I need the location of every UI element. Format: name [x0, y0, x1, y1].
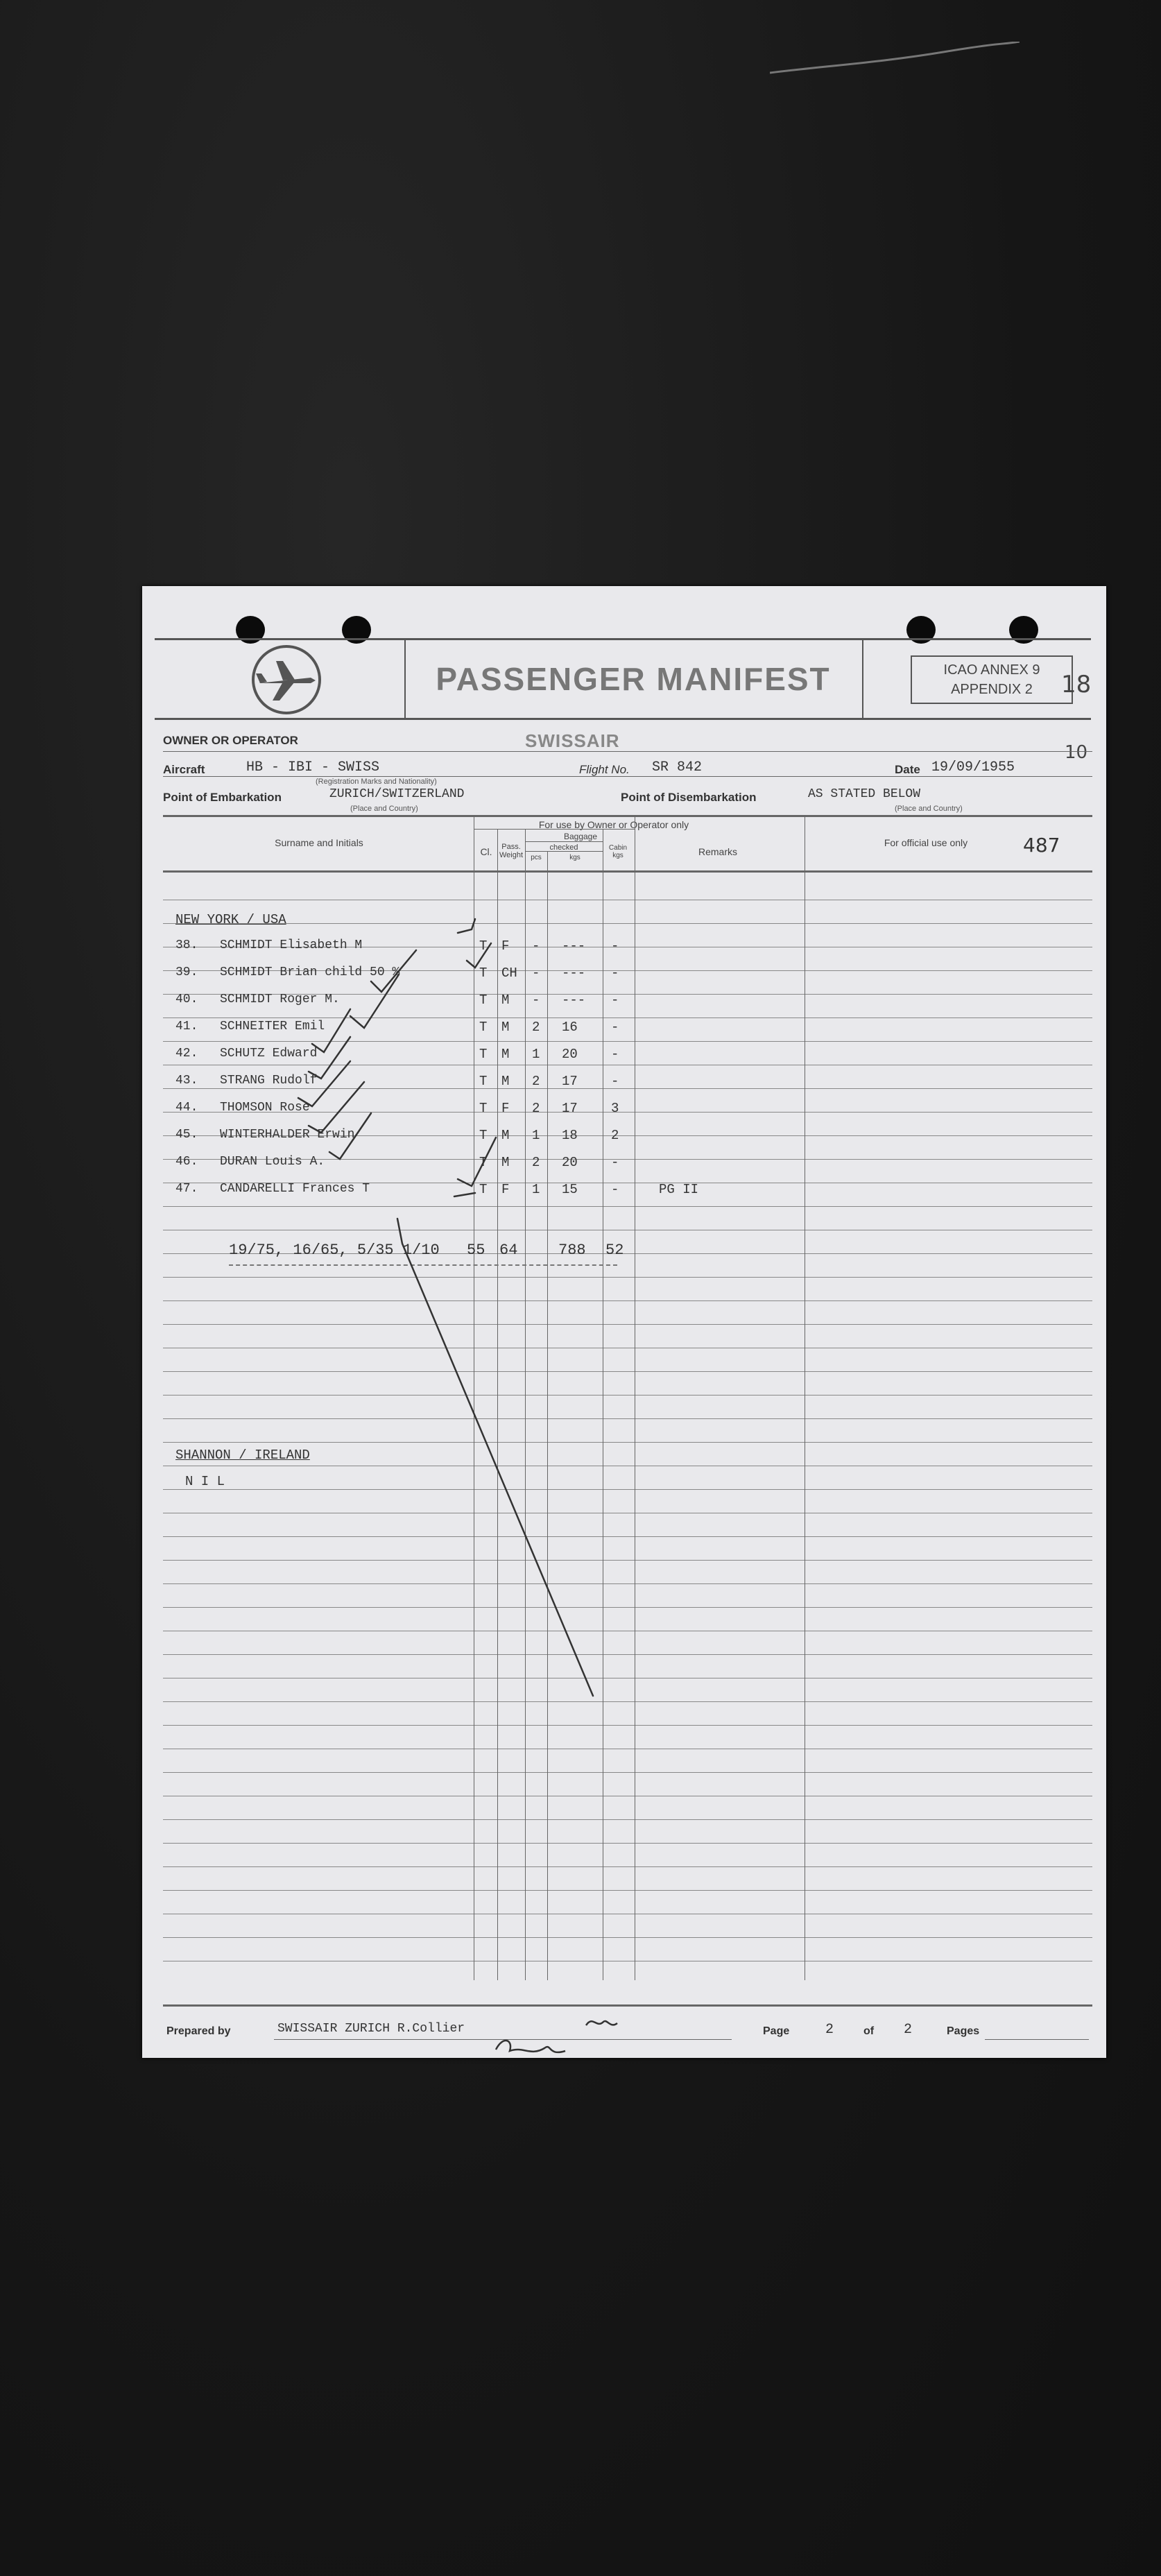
baggage-kgs: ---	[562, 965, 586, 981]
col-pass-weight: Pass. Weight	[499, 843, 524, 859]
icao-box	[911, 655, 1073, 704]
baggage-pcs: -	[532, 993, 540, 1008]
pages-label: Pages	[947, 2025, 980, 2037]
nil-entry: N I L	[185, 1474, 225, 1489]
row-rule	[163, 923, 1092, 924]
row-rule	[163, 1654, 1092, 1655]
baggage-pcs: 1	[532, 1128, 540, 1143]
page-title: PASSENGER MANIFEST	[436, 661, 831, 697]
aircraft-value: HB - IBI - SWISS	[246, 759, 380, 775]
passenger-name: CANDARELLI Frances T	[220, 1182, 370, 1196]
row-rule	[163, 1607, 1092, 1608]
passenger-weight: M	[501, 1128, 510, 1143]
disembarkation-value: AS STATED BELOW	[808, 787, 921, 801]
page-value: 2	[825, 2022, 834, 2038]
date-value: 19/09/1955	[931, 759, 1015, 775]
flight-value: SR 842	[652, 759, 703, 775]
passenger-weight: M	[501, 1047, 510, 1062]
row-rule	[163, 1088, 1092, 1089]
passenger-number: 39.	[175, 965, 198, 979]
icao-line-2: APPENDIX 2	[951, 682, 1033, 697]
passenger-number: 46.	[175, 1155, 198, 1169]
row-rule	[163, 1418, 1092, 1419]
row-rule	[163, 1324, 1092, 1325]
passenger-class: T	[479, 1020, 488, 1035]
totals-pcs: 55	[467, 1242, 485, 1259]
cabin-kgs: -	[611, 1020, 619, 1035]
passenger-weight: F	[501, 1101, 510, 1116]
passenger-class: T	[479, 938, 488, 954]
col-rule	[497, 829, 498, 1980]
baggage-kgs: 20	[562, 1155, 578, 1170]
row-rule	[163, 1277, 1092, 1278]
passenger-weight: CH	[501, 965, 517, 981]
passenger-number: 44.	[175, 1101, 198, 1115]
totals-text: 19/75, 16/65, 5/35 1/10	[229, 1242, 440, 1259]
baggage-kgs: 20	[562, 1047, 578, 1062]
passenger-number: 45.	[175, 1128, 198, 1142]
disembarkation-label: Point of Disembarkation	[621, 791, 757, 804]
prepared-value: SWISSAIR ZURICH R.Collier	[277, 2022, 465, 2036]
cabin-kgs: -	[611, 1074, 619, 1089]
side-mark-top: 18	[1061, 671, 1092, 698]
section-heading: SHANNON / IRELAND	[175, 1448, 310, 1463]
rule	[163, 870, 1092, 873]
rule	[163, 751, 1092, 752]
remarks: PG II	[659, 1182, 699, 1197]
passenger-number: 40.	[175, 993, 198, 1006]
passenger-class: T	[479, 965, 488, 981]
cabin-kgs: -	[611, 1182, 619, 1197]
disembarkation-note: (Place and Country)	[895, 805, 963, 813]
passenger-weight: F	[501, 1182, 510, 1197]
row-rule	[163, 1489, 1092, 1490]
rule	[163, 776, 1092, 777]
col-remarks: Remarks	[698, 846, 737, 857]
baggage-kgs: ---	[562, 938, 586, 954]
passenger-class: T	[479, 1155, 488, 1170]
row-rule	[163, 1041, 1092, 1042]
baggage-pcs: 2	[532, 1074, 540, 1089]
passenger-name: SCHUTZ Edward	[220, 1047, 318, 1061]
row-rule	[163, 1371, 1092, 1372]
date-label: Date	[895, 763, 920, 776]
passenger-name: SCHNEITER Emil	[220, 1020, 325, 1033]
baggage-pcs: 2	[532, 1155, 540, 1170]
col-baggage: Baggage	[563, 832, 598, 841]
icao-line-1: ICAO ANNEX 9	[943, 662, 1040, 678]
rule	[525, 851, 603, 852]
cabin-kgs: -	[611, 993, 619, 1008]
passenger-class: T	[479, 1182, 488, 1197]
baggage-kgs: 17	[562, 1101, 578, 1116]
official-number: 487	[1023, 834, 1060, 857]
embarkation-value: ZURICH/SWITZERLAND	[329, 787, 465, 801]
cabin-kgs: -	[611, 1155, 619, 1170]
row-rule	[163, 1395, 1092, 1396]
rule	[525, 841, 603, 842]
baggage-pcs: -	[532, 965, 540, 981]
passenger-class: T	[479, 1101, 488, 1116]
passenger-number: 43.	[175, 1074, 198, 1088]
passenger-weight: M	[501, 1074, 510, 1089]
manifest-sheet	[142, 586, 1106, 2058]
passenger-weight: M	[501, 993, 510, 1008]
signature	[482, 2008, 628, 2063]
row-rule	[163, 1843, 1092, 1844]
passenger-name: WINTERHALDER Erwin	[220, 1128, 355, 1142]
passenger-name: SCHMIDT Elisabeth M	[220, 938, 363, 952]
of-label: of	[863, 2025, 875, 2037]
baggage-kgs: ---	[562, 993, 586, 1008]
airplane-logo-icon	[245, 642, 328, 718]
col-kgs: kgs	[569, 854, 580, 861]
col-checked: checked	[549, 843, 578, 852]
of-value: 2	[904, 2022, 913, 2038]
col-owner-use: For use by Owner or Operator only	[538, 819, 689, 830]
prepared-label: Prepared by	[166, 2025, 231, 2037]
aircraft-note: (Registration Marks and Nationality)	[316, 778, 437, 786]
passenger-weight: M	[501, 1020, 510, 1035]
owner-label: OWNER OR OPERATOR	[163, 734, 298, 747]
passenger-number: 38.	[175, 938, 198, 952]
embarkation-label: Point of Embarkation	[163, 791, 282, 804]
row-rule	[163, 1890, 1092, 1891]
passenger-name: SCHMIDT Roger M.	[220, 993, 340, 1006]
baggage-pcs: -	[532, 938, 540, 954]
logo-cell	[155, 640, 406, 718]
passenger-number: 42.	[175, 1047, 198, 1061]
passenger-weight: M	[501, 1155, 510, 1170]
cabin-kgs: -	[611, 965, 619, 981]
col-official: For official use only	[884, 837, 968, 848]
col-class: Cl.	[480, 846, 492, 857]
row-rule	[163, 1442, 1092, 1443]
side-mark-bottom: 10	[1065, 742, 1088, 763]
page-label: Page	[763, 2025, 790, 2037]
passenger-class: T	[479, 1128, 488, 1143]
rule	[163, 815, 1092, 817]
passenger-number: 47.	[175, 1182, 198, 1196]
row-rule	[163, 1583, 1092, 1584]
row-rule	[163, 1536, 1092, 1537]
row-rule	[163, 1017, 1092, 1018]
rule	[163, 2004, 1092, 2007]
baggage-pcs: 1	[532, 1047, 540, 1062]
row-rule	[163, 1937, 1092, 1938]
rule	[474, 829, 635, 830]
baggage-pcs: 2	[532, 1020, 540, 1035]
owner-value: SWISSAIR	[525, 730, 620, 751]
flight-label: Flight No.	[579, 763, 630, 776]
cabin-kgs: 3	[611, 1101, 619, 1116]
baggage-kgs: 16	[562, 1020, 578, 1035]
col-pcs: pcs	[531, 854, 542, 861]
baggage-kgs: 17	[562, 1074, 578, 1089]
header-box	[155, 638, 1091, 720]
passenger-name: STRANG Rudolf	[220, 1074, 318, 1088]
passenger-name: THOMSON Rose	[220, 1101, 310, 1115]
passenger-class: T	[479, 993, 488, 1008]
baggage-pcs: 2	[532, 1101, 540, 1116]
row-rule	[163, 1725, 1092, 1726]
totals-weight: 64	[499, 1242, 518, 1259]
col-rule	[547, 851, 548, 1980]
totals-cabin: 52	[605, 1242, 624, 1259]
passenger-weight: F	[501, 938, 510, 954]
passenger-class: T	[479, 1047, 488, 1062]
totals-kgs: 788	[558, 1242, 586, 1259]
embarkation-note: (Place and Country)	[350, 805, 418, 813]
row-rule	[163, 1206, 1092, 1207]
row-rule	[163, 1560, 1092, 1561]
cabin-kgs: -	[611, 938, 619, 954]
row-rule	[163, 1819, 1092, 1820]
row-rule	[163, 1701, 1092, 1702]
row-rule	[163, 1866, 1092, 1867]
cabin-kgs: 2	[611, 1128, 619, 1143]
cabin-kgs: -	[611, 1047, 619, 1062]
passenger-name: SCHMIDT Brian child 50 %	[220, 965, 400, 979]
baggage-pcs: 1	[532, 1182, 540, 1197]
section-heading: NEW YORK / USA	[175, 912, 286, 927]
baggage-kgs: 18	[562, 1128, 578, 1143]
passenger-name: DURAN Louis A.	[220, 1155, 325, 1169]
row-rule	[163, 1772, 1092, 1773]
aircraft-label: Aircraft	[163, 763, 205, 776]
baggage-kgs: 15	[562, 1182, 578, 1197]
col-cabin: Cabin kgs	[608, 844, 628, 859]
row-rule	[163, 1300, 1092, 1301]
rule	[985, 2039, 1089, 2040]
col-rule	[525, 829, 526, 1980]
passenger-class: T	[479, 1074, 488, 1089]
col-surname: Surname and Initials	[275, 837, 363, 848]
passenger-number: 41.	[175, 1020, 198, 1033]
film-scratch	[770, 42, 1020, 83]
totals-underline	[229, 1264, 617, 1266]
title-cell	[404, 640, 863, 718]
